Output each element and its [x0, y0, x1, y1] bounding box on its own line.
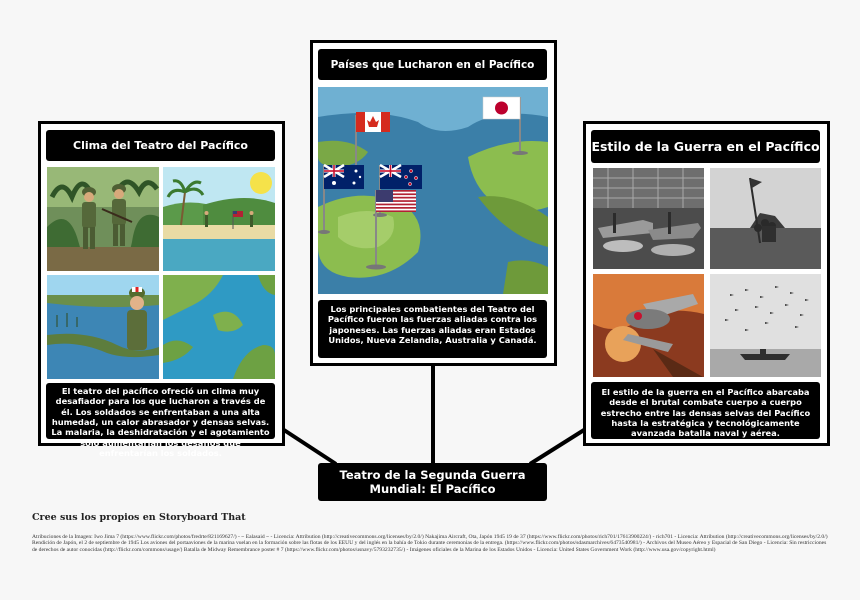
image-attributions: Atribuciones de la Imagen: Iwo Jima 7 (https://www.flickr.com/photos/fredrte/821169627/) - ~ Ealasaid ~ - Licencia: Attribution (http://creativecommons.org/licenses/by/2.0/) Nakajima Aircraft, Ota, Japón 1945 19 de 37 (https://www.flickr.com/photos/rich701/17613900224/) - rich701 - Licencia: Attribution (http://creativecommons.org/licenses/by/2.0/) Rendición de Japón, el 2 de septiembre de 1945 Los aviones del portaaviones de la marina vuelan en la formación sobre las flotas de los EEUU y del inglés en la bahía de Tokio durante ceremonias de la entrega. (https://www.flickr.com/photos/sdasmarchives/6473540981/) - Archivos del Museo Aéreo y Espacial de San Diego - Licencia: Sin restricciones de derechos de autor conocidas (http://flickr.com/commons/usage/) Batalla de Midway Remembrance poster # 7 (https://www.flickr.com/photos/usnavy/5793232735/) - Imágenes oficiales de la Marina de los Estados Unidos - Licencia: United States Government Work (http://www.usa.gov/copyright.html) [32, 534, 828, 553]
jungle-soldiers-image [47, 167, 159, 271]
iwo-jima-flag-photo [710, 168, 821, 269]
cell-description: El estilo de la guerra en el Pacífico abarcaba desde el brutal combate cuerpo a cuerpo estrecho entre las densas selvas del Pacífico hasta la estratégica y tecnológicamente avanzada batalla naval y aérea. [591, 382, 820, 439]
cell-description: El teatro del pacífico ofreció un clima muy desafiador para los que lucharon a través de él. Los soldados se enfrentaban a una alta humedad, un calor abrasador y densas selvas. La malaria, la deshidratación y el agotamiento sólo aumentarían los desafíos que enfrentarían los soldados. [46, 383, 275, 439]
beach-camp-image [163, 167, 275, 271]
cell-countries [310, 40, 557, 366]
jungle-coast-image [163, 275, 275, 379]
cell-warfare-style [583, 121, 830, 446]
cell-description: Los principales combatientes del Teatro del Pacífico fueron las fuerzas aliadas contra los japoneses. Las fuerzas aliadas eran Estados Unidos, Nueva Zelandia, Australia y Canadá. [318, 300, 547, 358]
aircraft-factory-photo [593, 168, 704, 269]
pacific-map-flags-image [318, 87, 548, 294]
create-your-own-link[interactable]: Cree sus los propios en Storyboard That [32, 512, 246, 523]
cell-climate [38, 121, 285, 459]
cell-title: Estilo de la Guerra en el Pacífico [591, 130, 820, 163]
naval-air-formation-photo [710, 274, 821, 377]
central-topic: Teatro de la Segunda Guerra Mundial: El Pacífico [318, 463, 547, 501]
swamp-river-image [47, 275, 159, 379]
kamikaze-plane-photo [593, 274, 704, 377]
cell-title: Clima del Teatro del Pacífico [46, 130, 275, 161]
cell-title: Países que Lucharon en el Pacífico [318, 49, 547, 80]
